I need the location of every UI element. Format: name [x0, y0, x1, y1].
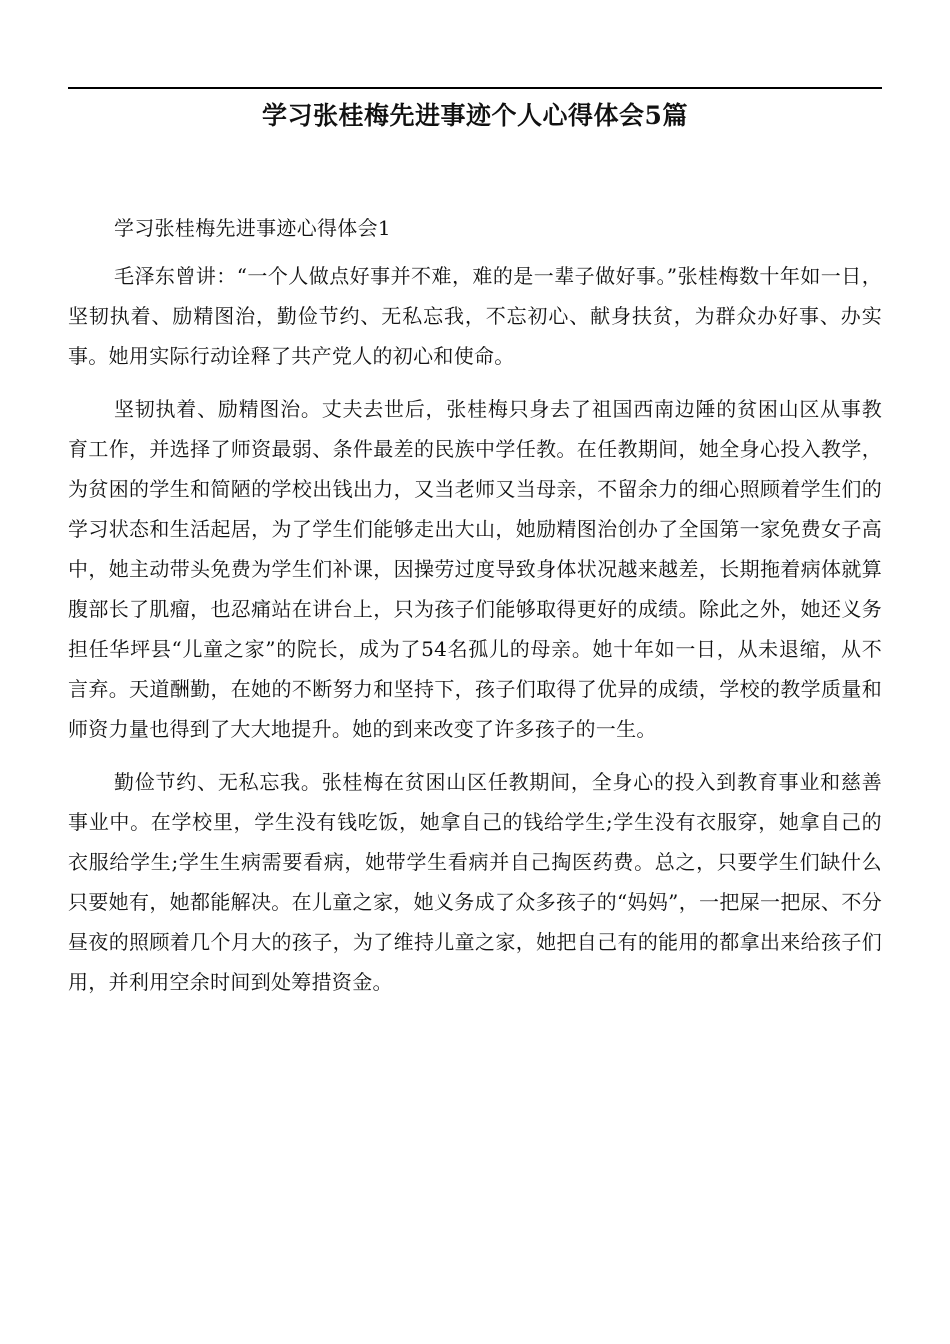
header-rule	[68, 87, 882, 89]
paragraph-frugality: 勤俭节约、无私忘我。张桂梅在贫困山区任教期间，全身心的投入到教育事业和慈善事业中。在学校里，学生没有钱吃饭，她拿自己的钱给学生;学生没有衣服穿，她拿自己的衣服给学生;学生生病需要看病，她带学生看病并自己掏医药费。总之，只要学生们缺什么只要她有，她都能解决。在儿童之家，她义务成了众多孩子的“妈妈”，一把屎一把尿、不分昼夜的照顾着几个月大的孩子，为了维持儿童之家，她把自己有的能用的都拿出来给孩子们用，并利用空余时间到处筹措资金。	[68, 770, 882, 994]
paragraph-perseverance: 坚韧执着、励精图治。丈夫去世后，张桂梅只身去了祖国西南边陲的贫困山区从事教育工作，并选择了师资最弱、条件最差的民族中学任教。在任教期间，她全身心投入教学，为贫困的学生和简陋的学校出钱出力，又当老师又当母亲，不留余力的细心照顾着学生们的学习状态和生活起居，为了学生们能够走出大山，她励精图治创办了全国第一家免费女子高中，她主动带头免费为学生们补课，因操劳过度导致身体状况越来越差，长期拖着病体就算腹部长了肌瘤，也忍痛站在讲台上，只为孩子们能够取得更好的成绩。除此之外，她还义务担任华坪县“儿童之家”的院长，成为了54名孤儿的母亲。她十年如一日，从未退缩，从不言弃。天道酬勤，在她的不断努力和坚持下，孩子们取得了优异的成绩，学校的教学质量和师资力量也得到了大大地提升。她的到来改变了许多孩子的一生。	[68, 397, 882, 741]
section-heading: 学习张桂梅先进事迹心得体会1	[114, 216, 391, 240]
document-body	[68, 212, 882, 1015]
document-title: 学习张桂梅先进事迹个人心得体会5篇	[262, 101, 688, 130]
paragraph-intro: 毛泽东曾讲：“一个人做点好事并不难，难的是一辈子做好事。”张桂梅数十年如一日，坚韧执着、励精图治，勤俭节约、无私忘我，不忘初心、献身扶贫，为群众办好事、办实事。她用实际行动诠释了共产党人的初心和使命。	[68, 264, 882, 368]
